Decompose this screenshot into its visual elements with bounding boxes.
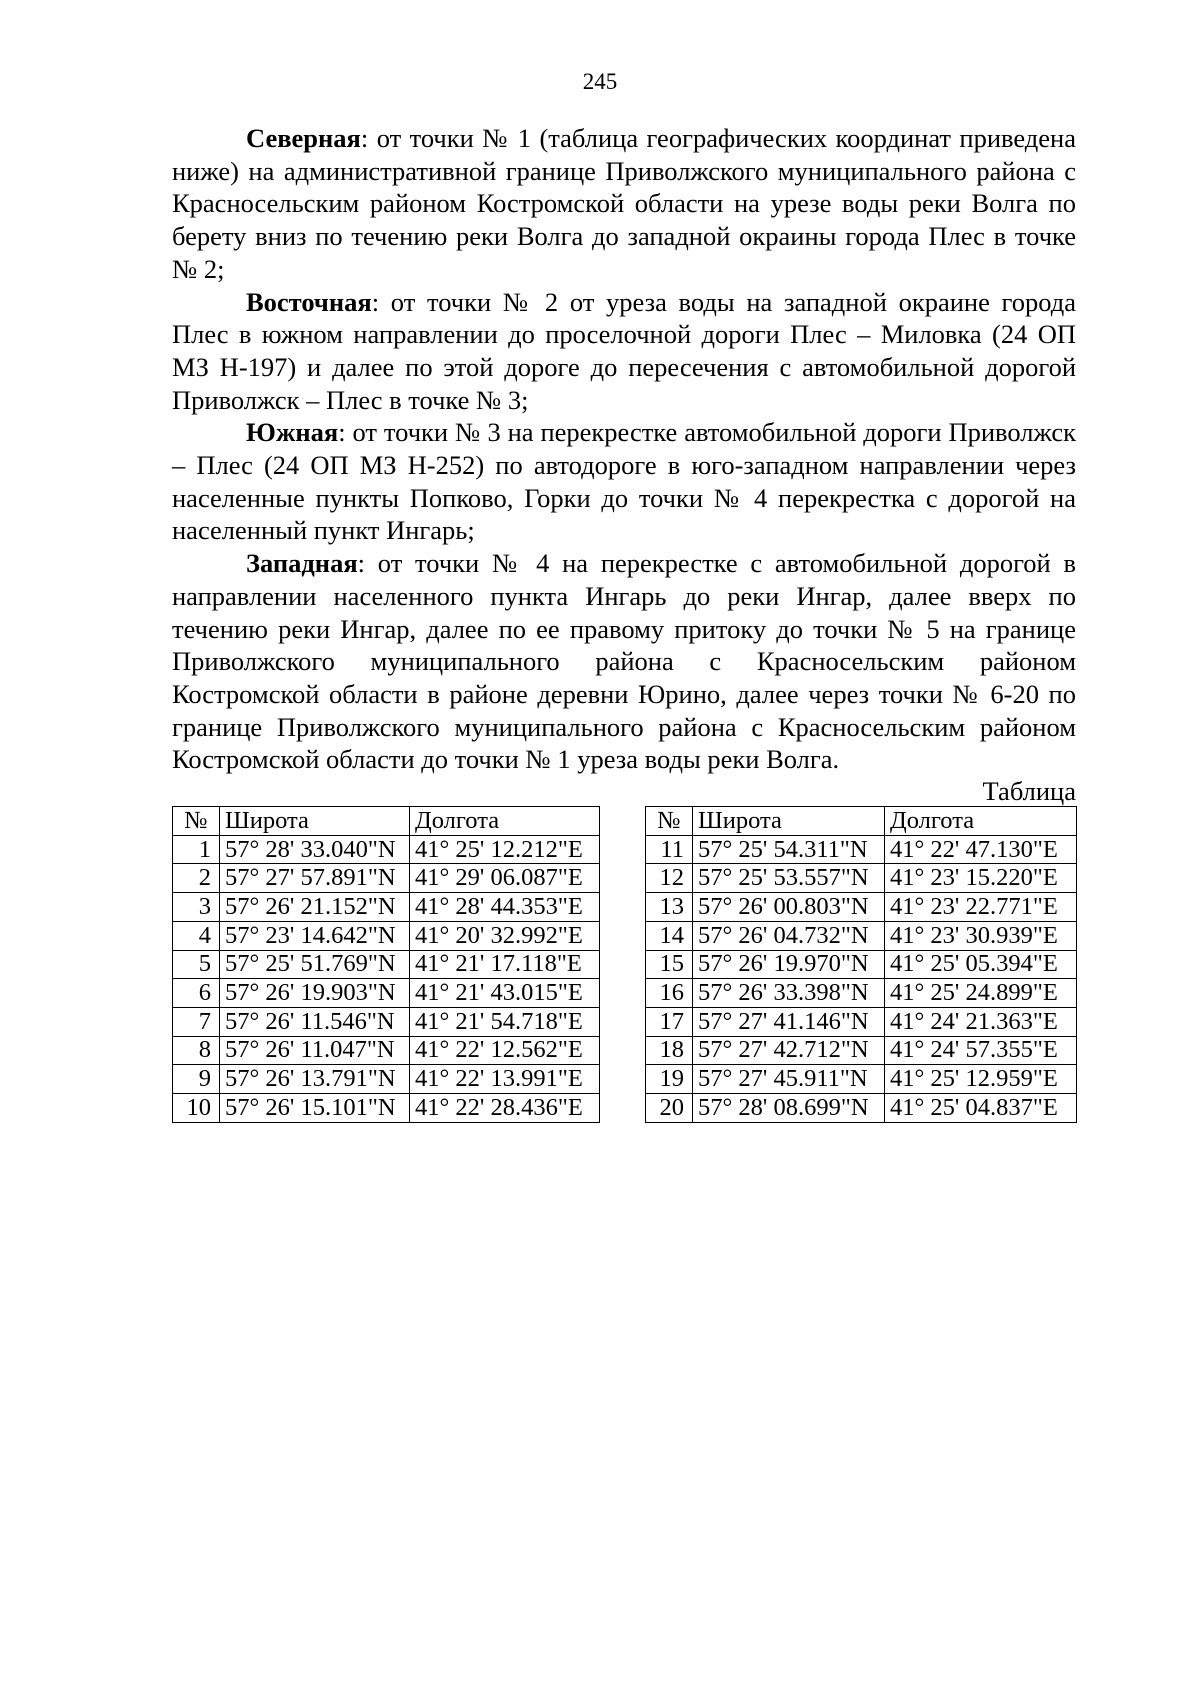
point-number-right: 18 bbox=[646, 1036, 693, 1065]
table-gap bbox=[600, 835, 646, 864]
latitude-left: 57° 26' 11.047"N bbox=[220, 1036, 410, 1065]
longitude-right: 41° 25' 05.394"E bbox=[885, 950, 1077, 979]
longitude-right: 41° 23' 30.939"E bbox=[885, 921, 1077, 950]
longitude-right: 41° 25' 12.959"E bbox=[885, 1065, 1077, 1094]
latitude-left: 57° 26' 15.101"N bbox=[220, 1093, 410, 1122]
latitude-right: 57° 27' 42.712"N bbox=[693, 1036, 885, 1065]
longitude-left: 41° 22' 13.991"E bbox=[410, 1065, 600, 1094]
point-number-right: 19 bbox=[646, 1065, 693, 1094]
paragraph-north bbox=[172, 122, 1076, 286]
paragraph-west-text: : от точки № 4 на перекрестке с автомобильной дорогой в направлении населенного пункта Ингарь до реки Ингар, далее вверх по течению реки Ингар, далее по ее правому притоку до точки № 5 на границе Приволжского муниципального района с Красносельским районом Костромской области в районе деревни Юрино, далее через точки № 6-20 по границе Приволжского муниципального района с Красносельским районом Костромской области до точки № 1 уреза воды реки Волга. bbox=[172, 548, 1076, 775]
latitude-right: 57° 26' 33.398"N bbox=[693, 979, 885, 1008]
page-number: 245 bbox=[582, 69, 618, 94]
latitude-left: 57° 26' 11.546"N bbox=[220, 1007, 410, 1036]
paragraph-north-text: : от точки № 1 (таблица географических координат приведена ниже) на административной границе Приволжского муниципального района с Красносельским районом Костромской области на урезе воды реки Волга по берету вниз по течению реки Волга до западной окраины города Плес в точке № 2; bbox=[172, 123, 1076, 284]
table-row bbox=[173, 950, 1077, 979]
point-number-left: 5 bbox=[173, 950, 220, 979]
latitude-left: 57° 26' 19.903"N bbox=[220, 979, 410, 1008]
longitude-left: 41° 22' 28.436"E bbox=[410, 1093, 600, 1122]
longitude-right: 41° 25' 24.899"E bbox=[885, 979, 1077, 1008]
header-num-right: № bbox=[646, 807, 693, 836]
longitude-right: 41° 22' 47.130"E bbox=[885, 835, 1077, 864]
longitude-left: 41° 21' 54.718"E bbox=[410, 1007, 600, 1036]
table-row bbox=[173, 835, 1077, 864]
latitude-left: 57° 23' 14.642"N bbox=[220, 921, 410, 950]
latitude-right: 57° 28' 08.699"N bbox=[693, 1093, 885, 1122]
point-number-left: 10 bbox=[173, 1093, 220, 1122]
longitude-left: 41° 25' 12.212"E bbox=[410, 835, 600, 864]
point-number-left: 1 bbox=[173, 835, 220, 864]
table-row bbox=[173, 921, 1077, 950]
header-lat-left: Широта bbox=[220, 807, 410, 836]
heading-east: Восточная bbox=[246, 286, 372, 317]
table-caption: Таблица bbox=[982, 776, 1076, 807]
table-gap bbox=[600, 1007, 646, 1036]
point-number-left: 4 bbox=[173, 921, 220, 950]
table-row bbox=[173, 979, 1077, 1008]
longitude-right: 41° 25' 04.837"E bbox=[885, 1093, 1077, 1122]
point-number-left: 6 bbox=[173, 979, 220, 1008]
table-gap bbox=[600, 893, 646, 922]
longitude-right: 41° 24' 21.363"E bbox=[885, 1007, 1077, 1036]
heading-west: Западная bbox=[246, 548, 358, 579]
longitude-left: 41° 20' 32.992"E bbox=[410, 921, 600, 950]
table-gap bbox=[600, 1093, 646, 1122]
latitude-right: 57° 26' 04.732"N bbox=[693, 921, 885, 950]
table-gap bbox=[600, 1036, 646, 1065]
latitude-left: 57° 27' 57.891"N bbox=[220, 864, 410, 893]
header-lat-right: Широта bbox=[693, 807, 885, 836]
point-number-right: 11 bbox=[646, 835, 693, 864]
table-row bbox=[173, 1093, 1077, 1122]
longitude-left: 41° 21' 17.118"E bbox=[410, 950, 600, 979]
table-body bbox=[173, 807, 1077, 1123]
paragraph-east bbox=[172, 286, 1076, 417]
point-number-right: 16 bbox=[646, 979, 693, 1008]
point-number-left: 8 bbox=[173, 1036, 220, 1065]
point-number-left: 7 bbox=[173, 1007, 220, 1036]
latitude-left: 57° 26' 21.152"N bbox=[220, 893, 410, 922]
header-lon-left: Долгота bbox=[410, 807, 600, 836]
longitude-right: 41° 23' 15.220"E bbox=[885, 864, 1077, 893]
document-body bbox=[172, 122, 1076, 1123]
latitude-right: 57° 25' 54.311"N bbox=[693, 835, 885, 864]
table-gap bbox=[600, 921, 646, 950]
latitude-right: 57° 26' 19.970"N bbox=[693, 950, 885, 979]
header-num-left: № bbox=[173, 807, 220, 836]
heading-north: Северная bbox=[246, 123, 361, 153]
longitude-left: 41° 21' 43.015"E bbox=[410, 979, 600, 1008]
table-gap bbox=[600, 807, 646, 836]
longitude-right: 41° 23' 22.771"E bbox=[885, 893, 1077, 922]
table-gap bbox=[600, 1065, 646, 1094]
paragraph-south bbox=[172, 416, 1076, 547]
latitude-right: 57° 27' 41.146"N bbox=[693, 1007, 885, 1036]
longitude-left: 41° 28' 44.353"E bbox=[410, 893, 600, 922]
point-number-right: 17 bbox=[646, 1007, 693, 1036]
latitude-left: 57° 28' 33.040"N bbox=[220, 835, 410, 864]
paragraph-south-text: : от точки № 3 на перекрестке автомобильной дороги Приволжск – Плес (24 ОП МЗ Н-252) по автодороге в юго-западном направлении через населенные пункты Попково, Горки до точки № 4 перекрестка с дорогой на населенный пункт Ингарь; bbox=[172, 417, 1076, 546]
longitude-right: 41° 24' 57.355"E bbox=[885, 1036, 1077, 1065]
table-row bbox=[173, 1007, 1077, 1036]
latitude-right: 57° 27' 45.911"N bbox=[693, 1065, 885, 1094]
point-number-left: 9 bbox=[173, 1065, 220, 1094]
point-number-left: 3 bbox=[173, 893, 220, 922]
longitude-left: 41° 22' 12.562"E bbox=[410, 1036, 600, 1065]
latitude-right: 57° 25' 53.557"N bbox=[693, 864, 885, 893]
point-number-right: 13 bbox=[646, 893, 693, 922]
table-row bbox=[173, 1065, 1077, 1094]
coordinates-table bbox=[172, 806, 1077, 1123]
latitude-left: 57° 25' 51.769"N bbox=[220, 950, 410, 979]
point-number-left: 2 bbox=[173, 864, 220, 893]
paragraph-east-text: : от точки № 2 от уреза воды на западной окраине города Плес в южном направлении до проселочной дороги Плес – Миловка (24 ОП МЗ Н-197) и далее по этой дороге до пересечения с автомобильной дорогой Приволжск – Плес в точке № 3; bbox=[172, 286, 1076, 415]
point-number-right: 20 bbox=[646, 1093, 693, 1122]
table-header-row bbox=[173, 807, 1077, 836]
table-gap bbox=[600, 864, 646, 893]
table-row bbox=[173, 893, 1077, 922]
point-number-right: 14 bbox=[646, 921, 693, 950]
header-lon-right: Долгота bbox=[885, 807, 1077, 836]
table-gap bbox=[600, 979, 646, 1008]
latitude-left: 57° 26' 13.791"N bbox=[220, 1065, 410, 1094]
point-number-right: 15 bbox=[646, 950, 693, 979]
paragraph-west bbox=[172, 547, 1076, 776]
point-number-right: 12 bbox=[646, 864, 693, 893]
latitude-right: 57° 26' 00.803"N bbox=[693, 893, 885, 922]
table-row bbox=[173, 864, 1077, 893]
table-gap bbox=[600, 950, 646, 979]
heading-south: Южная bbox=[246, 417, 339, 448]
longitude-left: 41° 29' 06.087"E bbox=[410, 864, 600, 893]
table-row bbox=[173, 1036, 1077, 1065]
